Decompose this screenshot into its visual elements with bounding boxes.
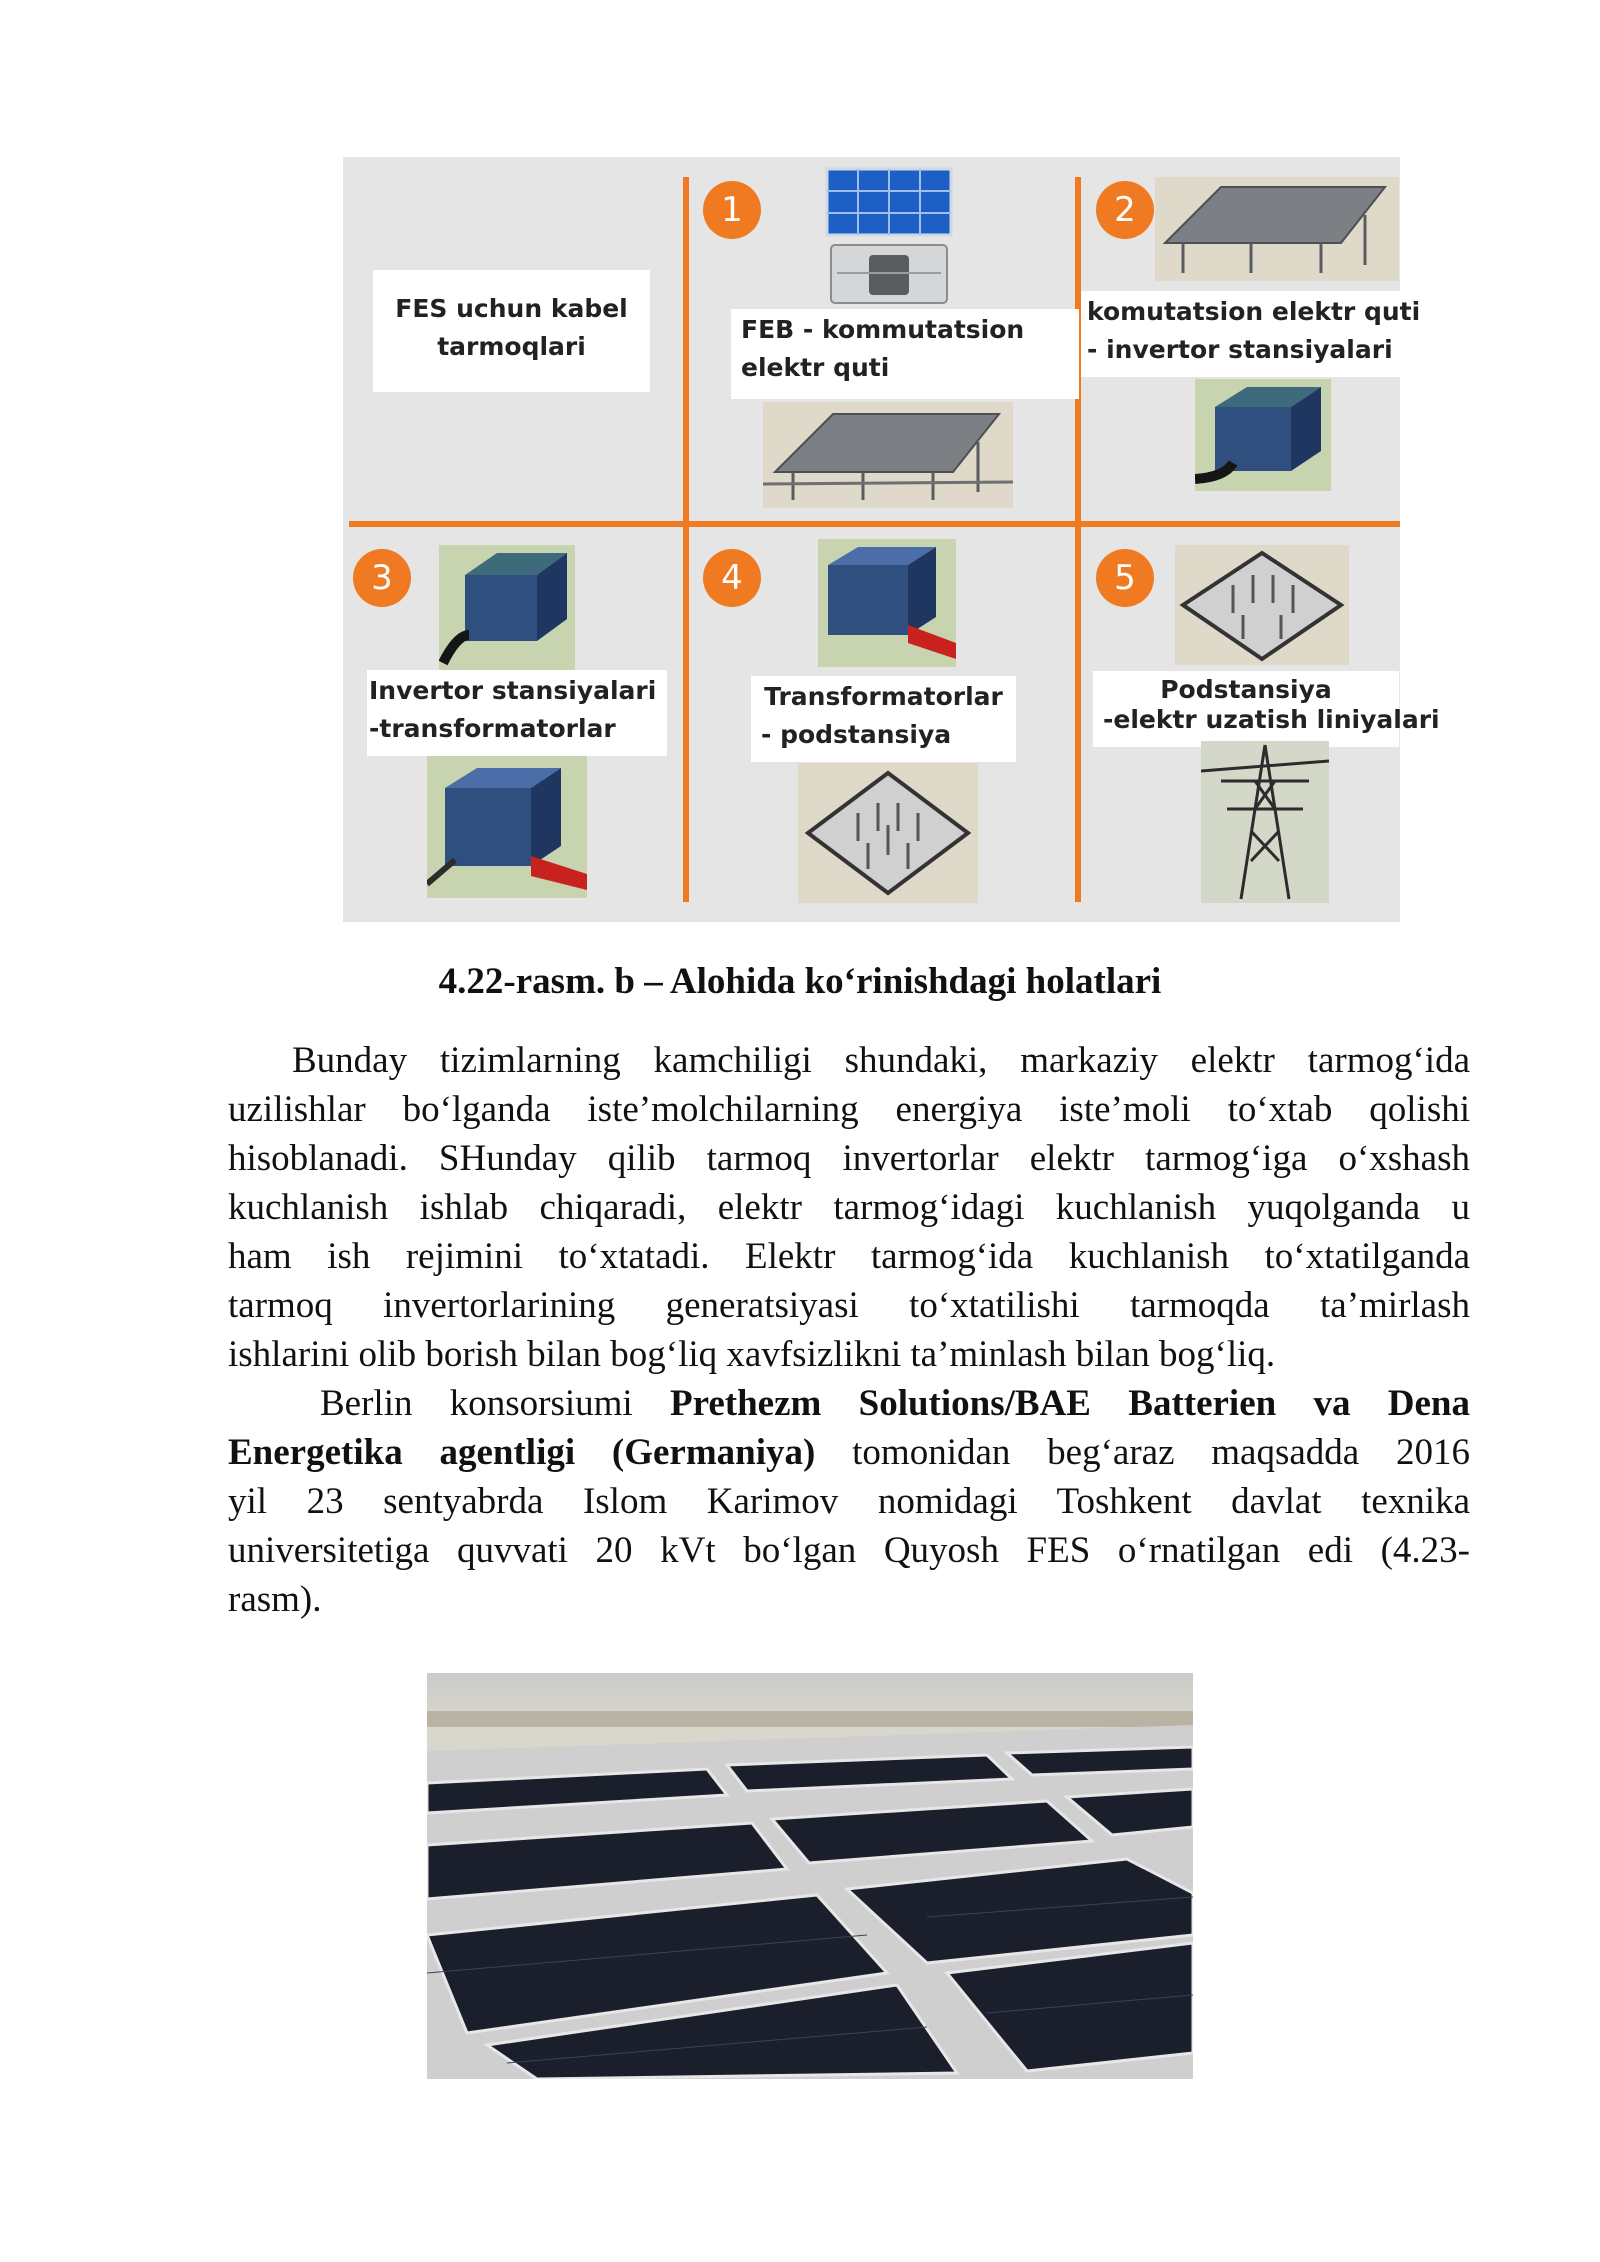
figure-caption: 4.22-rasm. b – Alohida koʻrinishdagi holatlari xyxy=(438,961,1162,1002)
inverter-station-icon xyxy=(439,545,575,671)
step-3-badge: 3 xyxy=(353,549,411,607)
step-4-label: Transformatorlar - podstansiya xyxy=(751,676,1016,762)
step-5-badge: 5 xyxy=(1096,549,1154,607)
combiner-box-icon xyxy=(829,243,949,305)
text-normal: tomonidan begʻaraz maqsadda 2016 xyxy=(815,1432,1470,1473)
text-line: kuchlanish ishlab chiqaradi, elektr tarmogʻidagi kuchlanish yuqolganda u xyxy=(228,1187,1470,1228)
text-line: ham ish rejimini toʻxtatadi. Elektr tarmogʻida kuchlanish toʻxtatilganda xyxy=(228,1236,1470,1277)
panel-array-icon xyxy=(1155,177,1399,281)
text-bold: Prethezm Solutions/BAE Batterien va Dena xyxy=(670,1383,1470,1424)
paragraph-1 xyxy=(228,1036,1470,1379)
text-line: yil 23 sentyabrda Islom Karimov nomidagi Toshkent davlat texnika xyxy=(228,1481,1470,1522)
substation-icon xyxy=(798,763,978,903)
paragraph-2 xyxy=(228,1379,1470,1624)
transformer-icon xyxy=(818,539,956,667)
step-5-label: Podstansiya -elektr uzatish liniyalari xyxy=(1093,671,1399,747)
grid-divider-vertical-2 xyxy=(1075,177,1081,902)
text-line: tarmoq invertorlarining generatsiyasi toʻxtatilishi tarmoqda taʼmirlash xyxy=(228,1285,1470,1326)
text-line: Bunday tizimlarning kamchiligi shundaki, markaziy elektr tarmogʻida xyxy=(292,1040,1470,1081)
text-normal: Berlin konsorsiumi xyxy=(320,1383,670,1424)
text-line: rasm). xyxy=(228,1579,322,1620)
text-line: universitetiga quvvati 20 kVt boʻlgan Quyosh FES oʻrnatilgan edi (4.23- xyxy=(228,1530,1470,1571)
step-3-label: Invertor stansiyalari -transformatorlar xyxy=(367,670,667,756)
step-1-badge: 1 xyxy=(703,181,761,239)
substation-icon xyxy=(1175,545,1349,665)
text-line: hisoblanadi. SHunday qilib tarmoq invertorlar elektr tarmogʻiga oʻxshash xyxy=(228,1138,1470,1179)
text-line xyxy=(228,1379,1470,1428)
text-line: uzilishlar boʻlganda isteʼmolchilarning energiya isteʼmoli toʻxtab qolishi xyxy=(228,1089,1470,1130)
figure-4-22b xyxy=(343,157,1440,922)
panel-array-icon xyxy=(763,402,1013,508)
text-line xyxy=(228,1428,1470,1477)
label-cable-networks: FES uchun kabel tarmoqlari xyxy=(373,270,650,392)
inverter-station-icon xyxy=(1195,379,1331,491)
grid-divider-horizontal xyxy=(349,521,1400,527)
rooftop-solar-panels-photo xyxy=(427,1673,1193,2079)
solar-panel-icon xyxy=(825,167,953,237)
step-1-label: FEB - kommutatsion elektr quti xyxy=(731,309,1079,399)
step-2-label: komutatsion elektr quti - invertor stansiyalari xyxy=(1081,291,1400,377)
transformer-icon xyxy=(427,756,587,898)
power-line-tower-icon xyxy=(1201,741,1329,903)
step-4-badge: 4 xyxy=(703,549,761,607)
text-bold: Energetika agentligi (Germaniya) xyxy=(228,1432,816,1473)
grid-divider-vertical-1 xyxy=(683,177,689,902)
text-line: ishlarini olib borish bilan bogʻliq xavfsizlikni taʼminlash bilan bogʻliq. xyxy=(228,1334,1276,1375)
step-2-badge: 2 xyxy=(1096,181,1154,239)
